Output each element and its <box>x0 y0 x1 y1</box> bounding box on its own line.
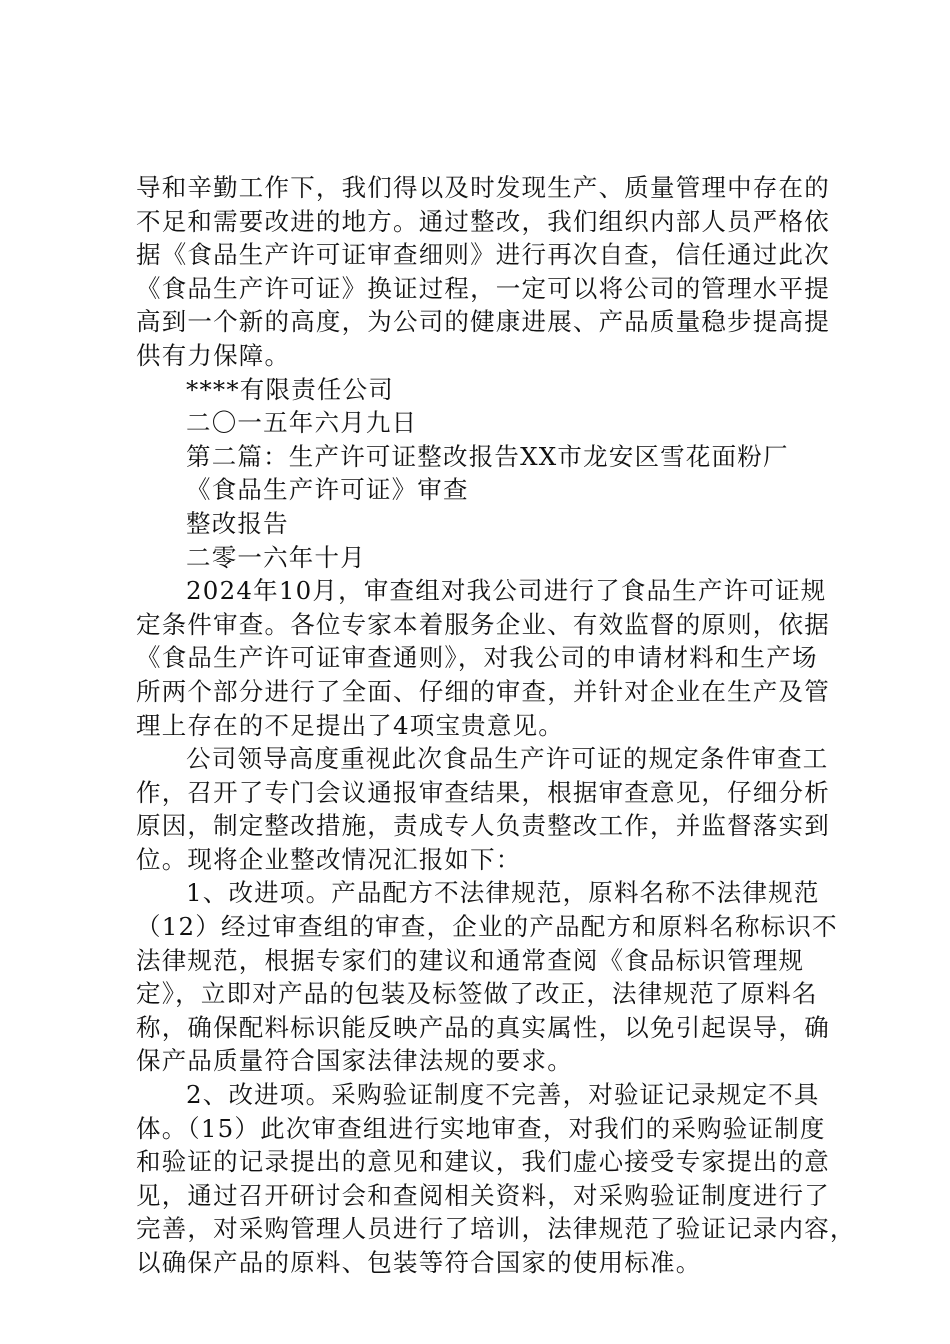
text-line: 导和辛勤工作下，我们得以及时发现生产、质量管理中存在的 <box>136 173 830 202</box>
text-line: 公司领导高度重视此次食品生产许可证的规定条件审查工 <box>186 744 829 774</box>
text-line: 原因，制定整改措施，责成专人负责整改工作，并监督落实到 <box>136 811 830 841</box>
document-body <box>136 171 856 1280</box>
text-line: 高到一个新的高度，为公司的健康进展、产品质量稳步提高提 <box>136 307 830 337</box>
text-line: 1、改进项。产品配方不法律规范，原料名称不法律规范 <box>186 878 820 908</box>
text-line: 《食品生产许可证》换证过程，一定可以将公司的管理水平提 <box>136 273 830 303</box>
text-line: 不足和需要改进的地方。通过整改，我们组织内部人员严格依 <box>136 206 830 236</box>
text-line: 保产品质量符合国家法律法规的要求。 <box>136 1046 573 1076</box>
text-line: 所两个部分进行了全面、仔细的审查，并针对企业在生产及管 <box>136 676 830 706</box>
text-line: 据《食品生产许可证审查细则》进行再次自查，信任通过此次 <box>136 240 830 270</box>
text-line: 以确保产品的原料、包装等符合国家的使用标准。 <box>136 1248 702 1277</box>
text-line: 整改报告 <box>186 508 289 538</box>
text-line: 定》，立即对产品的包装及标签做了改正，法律规范了原料名 <box>136 979 818 1009</box>
text-line: 法律规范，根据专家们的建议和通常查阅《食品标识管理规 <box>136 945 805 975</box>
text-line: 二零一六年十月 <box>186 542 366 572</box>
text-line: 《食品生产许可证》审查 <box>186 475 469 505</box>
text-line: 第二篇：生产许可证整改报告XX市龙安区雪花面粉厂 <box>186 441 789 471</box>
text-line: 二〇一五年六月九日 <box>186 408 418 438</box>
text-line: （12）经过审查组的审查，企业的产品配方和原料名称标识不 <box>136 912 838 942</box>
text-line: 作，召开了专门会议通报审查结果，根据审查意见，仔细分析 <box>136 777 830 807</box>
text-line: 理上存在的不足提出了4项宝贵意见。 <box>136 710 564 740</box>
text-line: 2024年10月，审查组对我公司进行了食品生产许可证规 <box>186 576 827 606</box>
text-line: 和验证的记录提出的意见和建议，我们虚心接受专家提出的意 <box>136 1147 830 1177</box>
text-line: 2、改进项。采购验证制度不完善，对验证记录规定不具 <box>186 1080 820 1110</box>
text-line: 供有力保障。 <box>136 340 291 370</box>
text-line: 体。（15）此次审查组进行实地审查，对我们的采购验证制度 <box>136 1113 826 1143</box>
text-line: 称，确保配料标识能反映产品的真实属性，以免引起误导，确 <box>136 1012 830 1042</box>
text-line: ****有限责任公司 <box>186 374 394 404</box>
text-line: 《食品生产许可证审查通则》，对我公司的申请材料和生产场 <box>136 643 818 673</box>
text-line: 完善，对采购管理人员进行了培训，法律规范了验证记录内容， <box>136 1214 856 1244</box>
text-line: 定条件审查。各位专家本着服务企业、有效监督的原则，依据 <box>136 609 830 639</box>
text-line: 位。现将企业整改情况汇报如下： <box>136 844 522 874</box>
text-line: 见，通过召开研讨会和查阅相关资料，对采购验证制度进行了 <box>136 1180 830 1210</box>
